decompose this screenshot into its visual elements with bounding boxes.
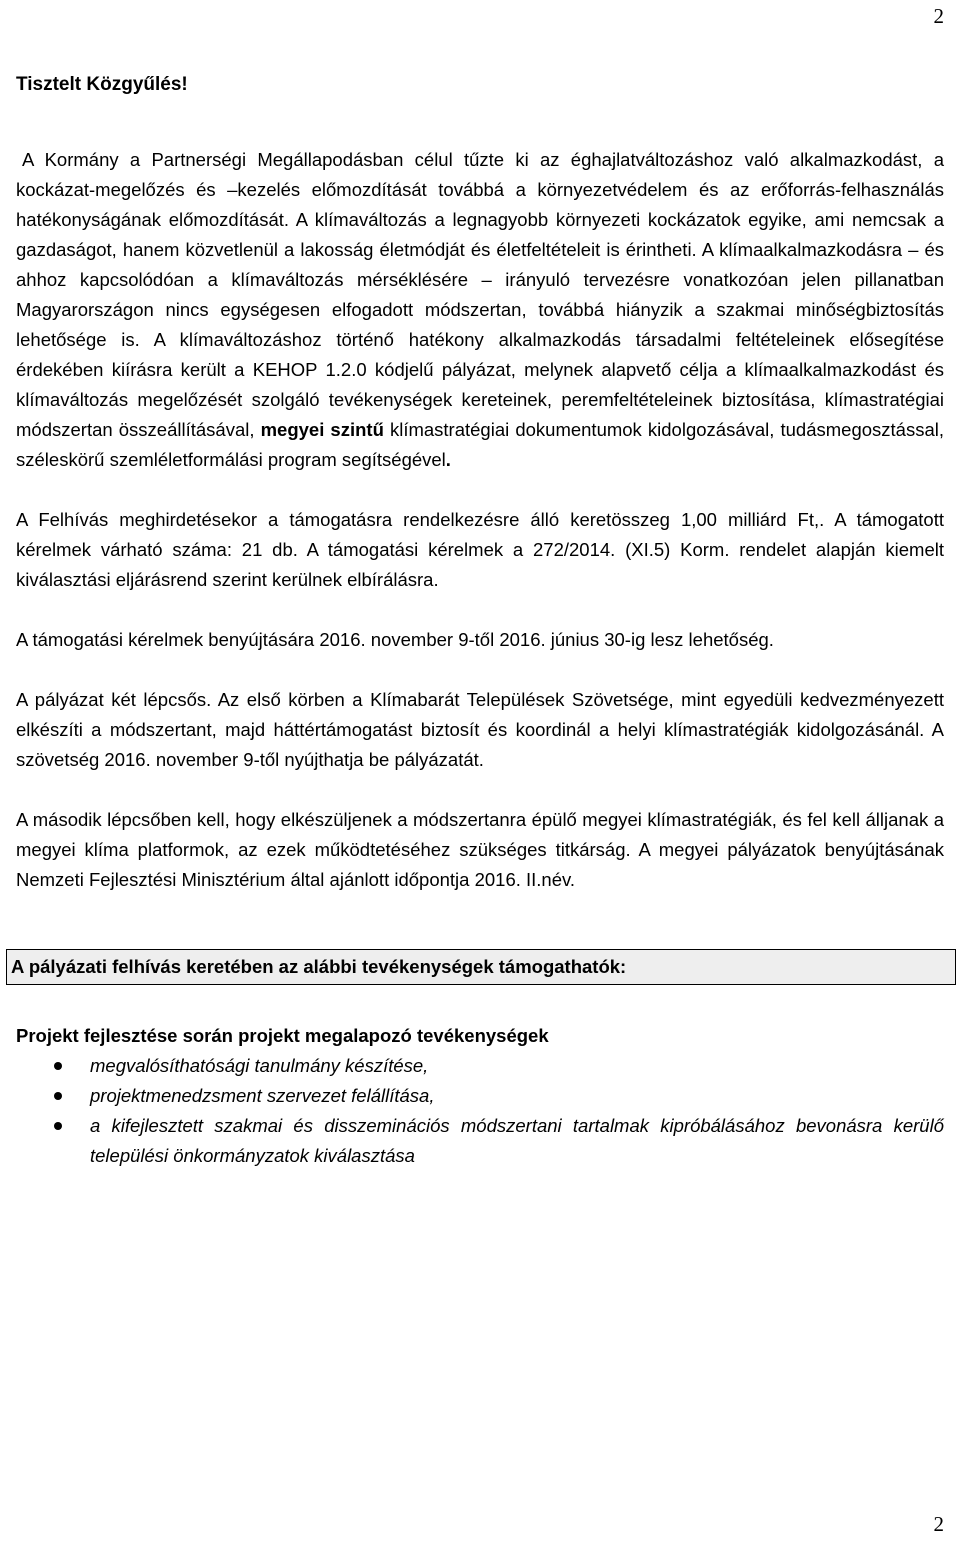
paragraph-intro-bold: megyei szintű	[260, 419, 384, 440]
bullet-icon	[54, 1062, 62, 1070]
paragraph-intro-part2: A klímaváltozáshoz történő hatékony alkalmazkodás társadalmi feltételeinek elősegítése érdekében kiírásra került a KEHOP 1.2.0 kódjelű pályázat, melynek alapvető célja a klímaalkalmazkodást és klímaváltozás megelőzését szolgáló tevékenységek kereteinek, peremfeltételeinek biztosítása, klímastratégiai módszertan összeállításával,	[16, 329, 944, 440]
list-item	[16, 1081, 944, 1111]
page-number-bottom: 2	[933, 1512, 944, 1536]
paragraph-intro-part1: A Kormány a Partnerségi Megállapodásban célul tűzte ki az éghajlatváltozáshoz való alkalmazkodást, a kockázat-megelőzés és –kezelés előmozdítását továbbá a környezetvédelem és az erőforrás-felhasználás hatékonyságának előmozdítását. A klímaváltozás a legnagyobb környezeti kockázatok egyike, ami nemcsak a gazdaságot, hanem közvetlenül a lakosság életmódját és életfeltételeit is érintheti. A klímaalkalmazkodásra – és ahhoz kapcsolódóan a klímaváltozás mérséklésére – irányuló tervezésre vonatkozóan jelen pillanatban Magyarországon nincs egységesen elfogadott módszertan, továbbá hiányzik a szakmai minőségbiztosítás lehetősége is.	[16, 149, 944, 350]
list-item-text: megvalósíthatósági tanulmány készítése,	[90, 1055, 429, 1076]
list-item	[16, 1051, 944, 1081]
paragraph-intro-end: .	[445, 449, 451, 470]
paragraph-intro-part3: klímastratégiai dokumentumok kidolgozásával, tudásmegosztással, széleskörű szemléletformálási program segítségével	[16, 419, 944, 470]
paragraph-second-step: A második lépcsőben kell, hogy elkészüljenek a módszertanra épülő megyei klímastratégiák, és fel kell álljanak a megyei klíma platformok, az ezek működtetéséhez szükséges titkárság. A megyei pályázatok benyújtásának Nemzeti Fejlesztési Minisztérium által ajánlott időpontja 2016. II.név.	[16, 809, 944, 890]
list-item-text: projektmenedzsment szervezet felállítása,	[90, 1085, 435, 1106]
bullet-icon	[54, 1122, 62, 1130]
list-item	[16, 1111, 944, 1171]
activity-list	[16, 1051, 944, 1171]
paragraph-intro	[16, 145, 944, 475]
paragraph-funding: A Felhívás meghirdetésekor a támogatásra rendelkezésre álló keretösszeg 1,00 milliárd Ft,. A támogatott kérelmek várható száma: 21 db. A támogatási kérelmek a 272/2014. (XI.5) Korm. rendelet alapján kiemelt kiválasztási eljárásrend szerint kerülnek elbírálásra.	[16, 509, 944, 590]
supported-activities-heading: A pályázati felhívás keretében az alábbi tevékenységek támogathatók:	[6, 949, 956, 985]
list-item-text: a kifejlesztett szakmai és disszeminációs módszertani tartalmak kipróbálásához bevonásra kerülő települési önkormányzatok kiválasztása	[90, 1115, 944, 1166]
salutation: Tisztelt Közgyűlés!	[16, 74, 188, 95]
paragraph-two-steps: A pályázat két lépcsős. Az első körben a Klímabarát Települések Szövetsége, mint egyedüli kedvezményezett elkészíti a módszertant, majd háttértámogatást biztosít és koordinál a helyi klímastratégiák kidolgozásánál. A szövetség 2016. november 9-től nyújthatja be pályázatát.	[16, 689, 944, 770]
page-number-top: 2	[933, 4, 944, 28]
project-development-subheading: Projekt fejlesztése során projekt megalapozó tevékenységek	[16, 1025, 549, 1046]
bullet-icon	[54, 1092, 62, 1100]
paragraph-deadline: A támogatási kérelmek benyújtására 2016. november 9-től 2016. június 30-ig lesz lehetőség.	[16, 629, 774, 650]
document-body	[11, 70, 944, 1171]
